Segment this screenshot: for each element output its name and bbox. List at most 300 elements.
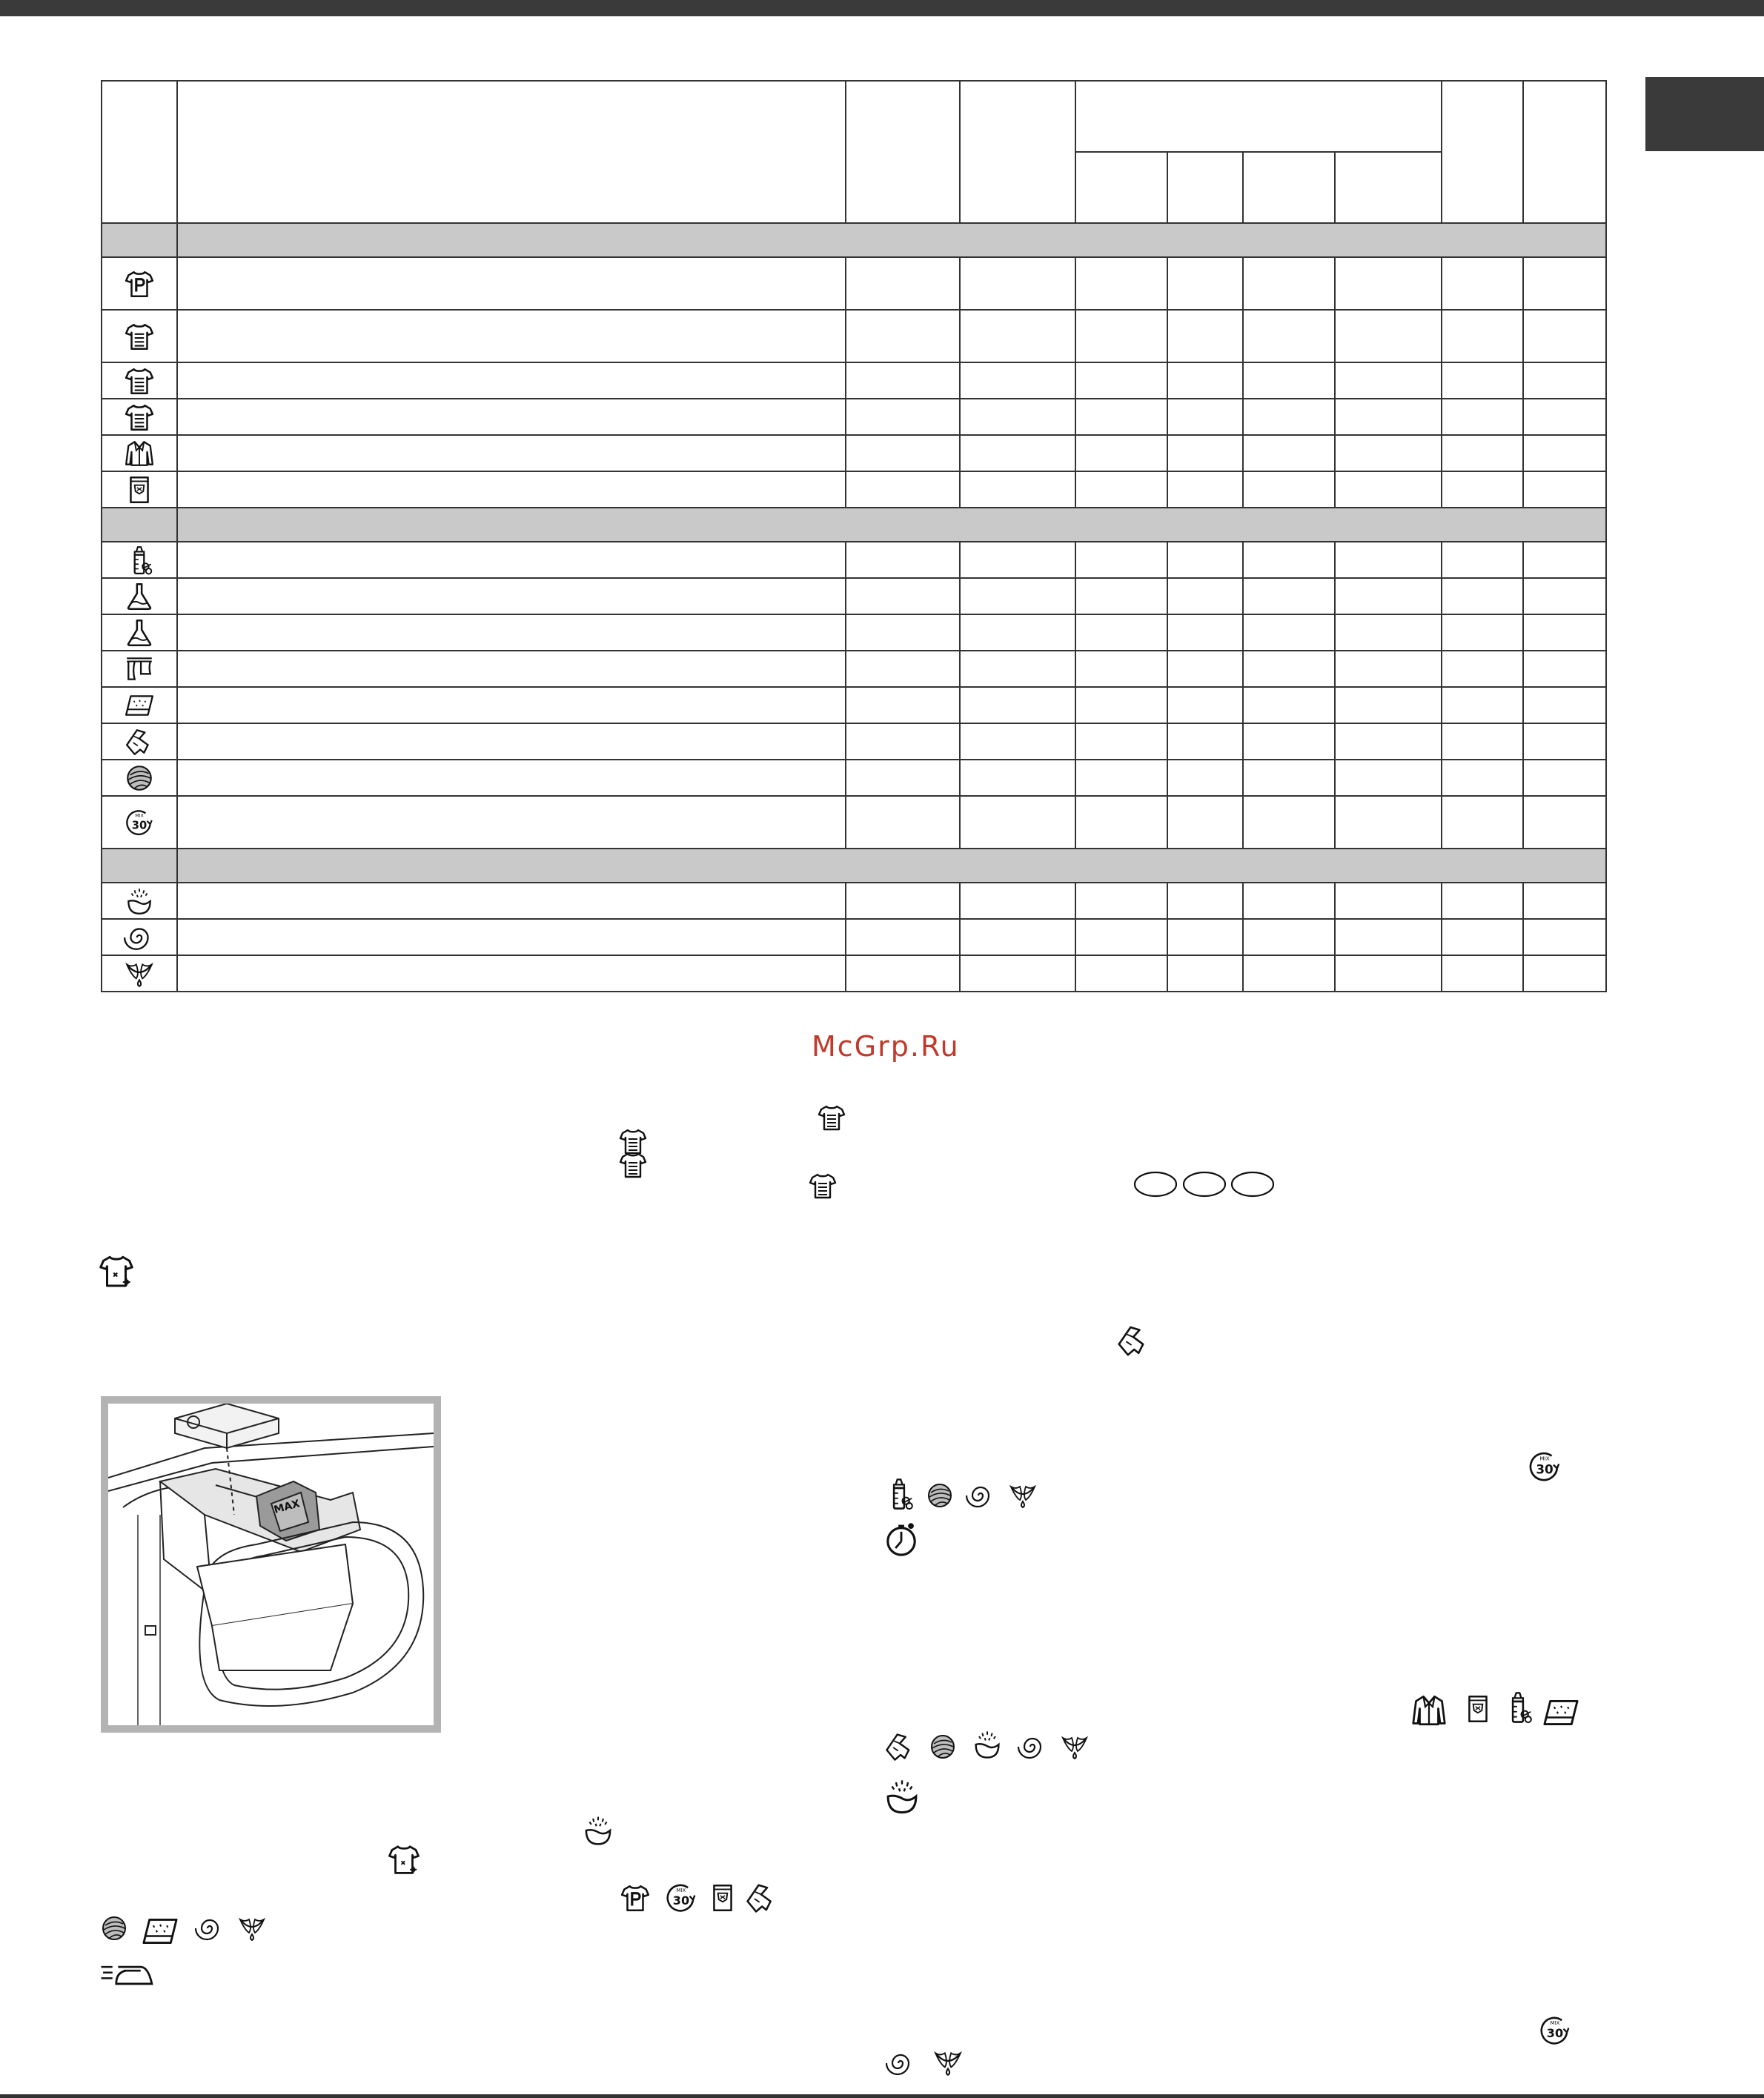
table-section-row	[102, 508, 1606, 542]
header-cell	[1442, 81, 1523, 223]
table-cell	[1335, 723, 1442, 760]
table-cell	[177, 760, 846, 796]
table-cell	[1523, 310, 1606, 362]
table-cell	[960, 310, 1075, 362]
jacket-icon	[124, 438, 155, 469]
jacket-icon	[1410, 1692, 1448, 1729]
table-cell	[1523, 362, 1606, 399]
table-cell	[1335, 796, 1442, 849]
spin-icon	[886, 2048, 915, 2078]
shirt-p-icon	[124, 268, 155, 299]
table-cell	[1075, 399, 1167, 435]
drain-icon	[124, 958, 155, 989]
table-cell	[1243, 471, 1335, 508]
programme-icon-cell	[102, 919, 177, 955]
inline-icon	[1018, 1732, 1047, 1765]
inline-icon	[1501, 1690, 1535, 1727]
table-cell	[1075, 883, 1167, 919]
table-cell	[1243, 362, 1335, 399]
table-row	[102, 542, 1606, 578]
table-cell	[1335, 614, 1442, 651]
table-cell	[846, 760, 960, 796]
table-cell	[1167, 723, 1243, 760]
table-cell	[1335, 651, 1442, 687]
table-cell	[1523, 257, 1606, 310]
table-cell	[1075, 955, 1167, 992]
table-cell	[177, 471, 846, 508]
table-cell	[960, 883, 1075, 919]
table-cell	[1523, 471, 1606, 508]
table-cell	[1335, 955, 1442, 992]
table-row	[102, 614, 1606, 651]
drain-icon	[1060, 1732, 1090, 1762]
programme-icon-cell	[102, 955, 177, 992]
table-cell	[177, 796, 846, 849]
table-cell	[1523, 796, 1606, 849]
table-cell	[177, 542, 846, 578]
table-cell	[1243, 883, 1335, 919]
header-subcell	[1335, 152, 1442, 223]
table-cell	[1442, 614, 1523, 651]
inline-icon	[971, 1728, 1004, 1764]
table-cell	[177, 435, 846, 471]
table-cell	[1075, 919, 1167, 955]
page-side-tab	[1645, 77, 1764, 151]
table-cell	[1243, 399, 1335, 435]
table-cell	[1335, 883, 1442, 919]
table-cell	[1167, 310, 1243, 362]
table-cell	[1442, 919, 1523, 955]
indicator-oval	[1135, 1172, 1176, 1196]
programme-table	[101, 80, 1607, 992]
table-cell	[960, 362, 1075, 399]
table-cell	[1243, 435, 1335, 471]
table-cell	[1335, 471, 1442, 508]
inline-icon	[882, 1519, 921, 1561]
table-cell	[1075, 651, 1167, 687]
watermark: McGrp.Ru	[812, 1030, 960, 1063]
section-cell	[102, 223, 177, 257]
table-cell	[1167, 955, 1243, 992]
table-cell	[177, 919, 846, 955]
table-cell	[1167, 399, 1243, 435]
programme-icon-cell	[102, 310, 177, 362]
table-row	[102, 578, 1606, 614]
inline-icon	[744, 1881, 778, 1918]
table-cell	[1075, 542, 1167, 578]
indicator-oval	[1232, 1172, 1273, 1196]
section-cell	[102, 849, 177, 883]
table-row	[102, 687, 1606, 723]
inline-icon	[98, 1252, 135, 1292]
inline-icon	[886, 2048, 915, 2081]
programme-icon-cell	[102, 362, 177, 399]
towel-icon	[124, 690, 155, 721]
table-cell	[846, 687, 960, 723]
programme-icon-cell	[102, 651, 177, 687]
baby-bottle-icon	[1501, 1690, 1535, 1724]
inline-icon	[928, 1732, 958, 1765]
header-cell	[1523, 81, 1606, 223]
table-cell	[1167, 257, 1243, 310]
inline-icon	[141, 1912, 179, 1953]
programme-icon-cell	[102, 542, 177, 578]
table-cell	[1243, 614, 1335, 651]
programme-icon-cell	[102, 687, 177, 723]
section-cell	[177, 223, 1606, 257]
table-cell	[1523, 578, 1606, 614]
table-cell	[1167, 542, 1243, 578]
table-cell	[1442, 796, 1523, 849]
flask-icon	[124, 617, 155, 648]
table-cell	[1075, 362, 1167, 399]
wool-icon	[124, 763, 155, 794]
table-row	[102, 435, 1606, 471]
inline-icon	[387, 1842, 421, 1879]
table-cell	[177, 687, 846, 723]
table-row	[102, 955, 1606, 992]
inline-icon	[1527, 1449, 1562, 1487]
table-cell	[960, 435, 1075, 471]
drawer-max-label: MAX	[272, 1498, 302, 1516]
programme-icon-cell	[102, 723, 177, 760]
table-row	[102, 257, 1606, 310]
table-section-row	[102, 849, 1606, 883]
mix30-icon	[664, 1881, 698, 1915]
table-row	[102, 883, 1606, 919]
spin-icon	[1018, 1732, 1047, 1762]
indicator-oval	[1184, 1172, 1225, 1196]
inline-icon	[882, 1776, 922, 1819]
table-cell	[1442, 578, 1523, 614]
table-cell	[1167, 651, 1243, 687]
inline-icon	[581, 1813, 615, 1850]
silk-icon	[883, 1730, 916, 1763]
table-cell	[1523, 723, 1606, 760]
table-cell	[960, 542, 1075, 578]
inline-icon	[808, 1171, 838, 1204]
table-cell	[1442, 362, 1523, 399]
spin-icon	[966, 1481, 995, 1510]
inline-icon	[817, 1103, 846, 1135]
table-cell	[177, 362, 846, 399]
stain-shirt-icon	[98, 1252, 135, 1289]
mix30-icon	[1527, 1449, 1562, 1484]
table-section-row	[102, 223, 1606, 257]
shirt-lines-icon	[618, 1150, 648, 1180]
indicator-ovals	[1134, 1169, 1282, 1202]
table-cell	[1075, 578, 1167, 614]
table-cell	[960, 614, 1075, 651]
baby-bottle-icon	[124, 545, 155, 576]
table-cell	[846, 651, 960, 687]
inline-icon	[664, 1881, 698, 1918]
inline-icon	[1008, 1481, 1038, 1513]
table-cell	[177, 399, 846, 435]
inline-icon	[1115, 1323, 1151, 1361]
table-cell	[1335, 435, 1442, 471]
table-cell	[177, 310, 846, 362]
table-cell	[1167, 614, 1243, 651]
table-cell	[1243, 257, 1335, 310]
jeans-icon	[1462, 1693, 1493, 1724]
programme-icon-cell	[102, 578, 177, 614]
table-cell	[960, 471, 1075, 508]
table-cell	[1523, 614, 1606, 651]
detergent-drawer-illustration	[101, 1396, 441, 1733]
drain-icon	[237, 1913, 267, 1943]
table-cell	[1243, 542, 1335, 578]
wool-icon	[99, 1913, 129, 1943]
table-cell	[1243, 578, 1335, 614]
table-row	[102, 919, 1606, 955]
table-cell	[846, 723, 960, 760]
table-cell	[960, 399, 1075, 435]
table-header-row-1	[102, 81, 1606, 152]
table-cell	[1335, 760, 1442, 796]
table-row	[102, 796, 1606, 849]
table-cell	[1243, 919, 1335, 955]
towel-icon	[1542, 1693, 1580, 1732]
header-cell	[102, 81, 177, 223]
wool-icon	[928, 1732, 958, 1762]
flask-icon	[124, 581, 155, 612]
table-cell	[1335, 257, 1442, 310]
mix30-icon	[124, 807, 155, 838]
spin-icon	[195, 1913, 225, 1943]
table-cell	[1167, 578, 1243, 614]
table-cell	[177, 955, 846, 992]
shirt-lines-icon	[817, 1103, 846, 1132]
header-cell	[846, 81, 960, 223]
table-cell	[1075, 687, 1167, 723]
table-cell	[1167, 435, 1243, 471]
inline-icon	[1538, 2014, 1572, 2051]
shirt-lines-icon	[808, 1171, 838, 1201]
shirt-lines-icon	[124, 321, 155, 352]
header-subcell	[1167, 152, 1243, 223]
inline-icon	[1060, 1732, 1090, 1765]
mix30-icon	[1538, 2014, 1572, 2048]
table-cell	[1442, 883, 1523, 919]
table-cell	[1075, 723, 1167, 760]
section-cell	[102, 508, 177, 542]
table-cell	[960, 651, 1075, 687]
table-cell	[1523, 760, 1606, 796]
inline-icon	[237, 1913, 267, 1946]
table-cell	[960, 723, 1075, 760]
table-cell	[960, 796, 1075, 849]
inline-icon	[99, 1959, 156, 1991]
table-cell	[1075, 435, 1167, 471]
silk-icon	[1115, 1323, 1151, 1358]
table-cell	[1075, 796, 1167, 849]
table-cell	[177, 883, 846, 919]
table-row	[102, 399, 1606, 435]
table-cell	[1335, 362, 1442, 399]
table-cell	[1075, 471, 1167, 508]
table-cell	[1243, 723, 1335, 760]
inline-icon	[883, 1730, 916, 1766]
jeans-icon	[707, 1882, 738, 1913]
programme-icon-cell	[102, 399, 177, 435]
drain-icon	[932, 2047, 964, 2078]
table-cell	[960, 760, 1075, 796]
table-cell	[1243, 651, 1335, 687]
table-cell	[1335, 542, 1442, 578]
table-cell	[960, 919, 1075, 955]
towel-icon	[141, 1912, 179, 1951]
programme-icon-cell	[102, 760, 177, 796]
table-cell	[1523, 399, 1606, 435]
table-cell	[1167, 919, 1243, 955]
table-cell	[1442, 257, 1523, 310]
table-cell	[1523, 883, 1606, 919]
table-cell	[846, 399, 960, 435]
rinse-icon	[971, 1728, 1004, 1761]
silk-icon	[124, 726, 155, 757]
table-cell	[1523, 919, 1606, 955]
table-cell	[177, 614, 846, 651]
table-cell	[846, 883, 960, 919]
table-cell	[177, 651, 846, 687]
inline-icon	[620, 1882, 651, 1916]
table-cell	[1523, 435, 1606, 471]
programme-icon-cell	[102, 257, 177, 310]
table-cell	[1335, 310, 1442, 362]
header-cell	[960, 81, 1075, 223]
table-cell	[177, 257, 846, 310]
inline-icon	[1542, 1693, 1580, 1735]
table-cell	[960, 578, 1075, 614]
table-cell	[1167, 760, 1243, 796]
table-row	[102, 471, 1606, 508]
table-cell	[1075, 614, 1167, 651]
shirt-lines-icon	[124, 402, 155, 433]
header-subcell	[1075, 152, 1167, 223]
timer-icon	[882, 1519, 921, 1558]
table-cell	[846, 257, 960, 310]
table-cell	[1075, 257, 1167, 310]
rinse-icon	[124, 886, 155, 917]
table-cell	[1335, 578, 1442, 614]
table-cell	[846, 796, 960, 849]
table-cell	[846, 362, 960, 399]
inline-icon	[932, 2047, 964, 2081]
table-cell	[1167, 796, 1243, 849]
baby-bottle-icon	[882, 1477, 916, 1511]
inline-icon	[618, 1150, 648, 1183]
table-row	[102, 723, 1606, 760]
shirt-p-icon	[620, 1882, 651, 1913]
spin-icon	[124, 922, 155, 953]
table-cell	[1442, 651, 1523, 687]
silk-icon	[744, 1881, 778, 1915]
curtain-icon	[124, 654, 155, 685]
table-row	[102, 310, 1606, 362]
table-cell	[1243, 796, 1335, 849]
rinse-icon	[581, 1813, 615, 1848]
table-row	[102, 651, 1606, 687]
section-cell	[177, 849, 1606, 883]
table-cell	[1167, 471, 1243, 508]
header-cell-group	[1075, 81, 1442, 152]
inline-icon	[882, 1477, 916, 1514]
wool-icon	[925, 1481, 955, 1510]
bottom-rule	[0, 2094, 1764, 2098]
table-row	[102, 760, 1606, 796]
table-cell	[846, 578, 960, 614]
table-cell	[846, 542, 960, 578]
inline-icon	[1462, 1693, 1493, 1727]
table-cell	[1523, 651, 1606, 687]
table-row	[102, 362, 1606, 399]
top-bar	[0, 0, 1764, 16]
stain-shirt-icon	[387, 1842, 421, 1876]
inline-icon	[925, 1481, 955, 1513]
table-cell	[846, 435, 960, 471]
table-cell	[1335, 919, 1442, 955]
table-cell	[846, 614, 960, 651]
table-cell	[1442, 471, 1523, 508]
table-cell	[1335, 687, 1442, 723]
header-subcell	[1243, 152, 1335, 223]
jeans-icon	[124, 474, 155, 505]
table-cell	[1335, 399, 1442, 435]
table-cell	[960, 257, 1075, 310]
table-cell	[960, 955, 1075, 992]
table-cell	[177, 578, 846, 614]
table-cell	[1243, 310, 1335, 362]
table-cell	[1442, 435, 1523, 471]
programme-icon-cell	[102, 435, 177, 471]
table-cell	[1442, 310, 1523, 362]
table-cell	[1075, 310, 1167, 362]
table-cell	[1523, 955, 1606, 992]
inline-icon	[707, 1882, 738, 1916]
iron-icon	[99, 1959, 156, 1988]
programme-icon-cell	[102, 796, 177, 849]
inline-icon	[99, 1913, 129, 1946]
table-cell	[846, 919, 960, 955]
table-cell	[1243, 955, 1335, 992]
table-cell	[1167, 883, 1243, 919]
programme-icon-cell	[102, 614, 177, 651]
table-cell	[1442, 955, 1523, 992]
table-cell	[177, 723, 846, 760]
inline-icon	[195, 1913, 225, 1946]
table-cell	[1075, 760, 1167, 796]
table-cell	[1442, 760, 1523, 796]
table-cell	[1442, 723, 1523, 760]
table-cell	[846, 471, 960, 508]
table-cell	[846, 310, 960, 362]
section-cell	[177, 508, 1606, 542]
table-cell	[846, 955, 960, 992]
table-cell	[960, 687, 1075, 723]
table-cell	[1523, 687, 1606, 723]
table-cell	[1167, 362, 1243, 399]
rinse-icon	[882, 1776, 922, 1816]
table-cell	[1442, 687, 1523, 723]
table-cell	[1442, 542, 1523, 578]
drain-icon	[1008, 1481, 1038, 1510]
inline-icon	[966, 1481, 995, 1513]
programme-icon-cell	[102, 471, 177, 508]
inline-icon	[1410, 1692, 1448, 1732]
table-cell	[1243, 687, 1335, 723]
header-cell	[177, 81, 846, 223]
